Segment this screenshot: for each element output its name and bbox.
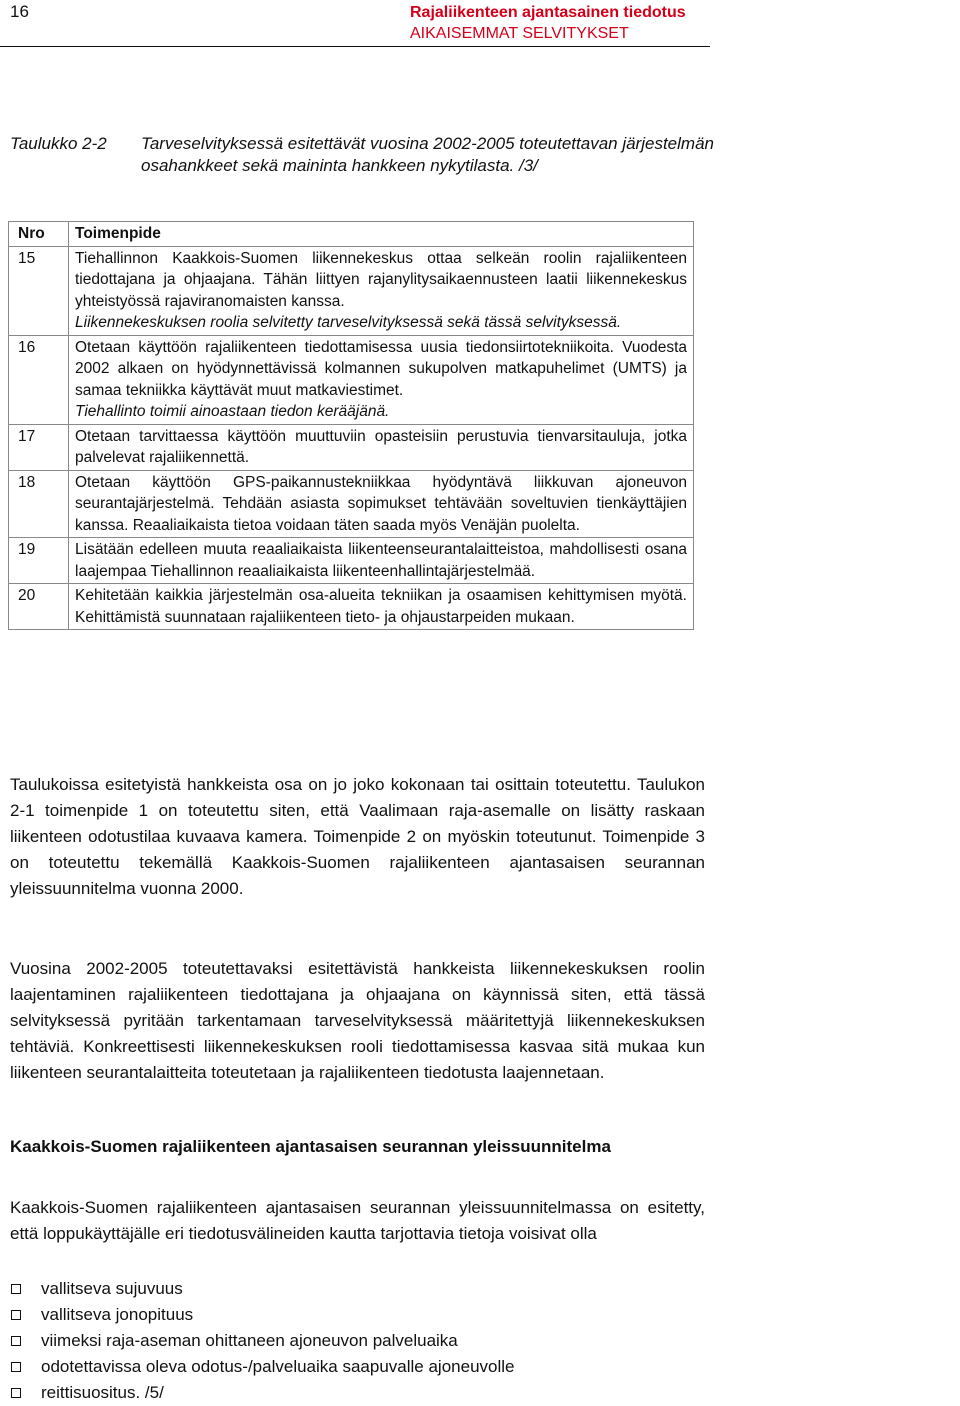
- paragraph-implemented: Taulukoissa esitetyistä hankkeista osa on jo joko kokonaan tai osittain toteutettu. Taulukon 2-1 toimenpide 1 on toteutettu siten, että Vaalimaan raja-asemalle on lisätty raskaan liikenteen odotustilaa kuvaava kamera. Toimenpide 2 on myöskin toteutunut. Toimenpide 3 on toteutettu tekemällä Kaakkois-Suomen rajaliikenteen ajantasaisen seurannan yleissuunnitelma vuonna 2000.: [10, 775, 705, 898]
- row-note: Liikennekeskuksen roolia selvitetty tarveselvityksessä sekä tässä selvityksessä.: [75, 314, 622, 331]
- running-header: [410, 2, 686, 44]
- table-row: [9, 538, 694, 584]
- table-row: [9, 470, 694, 538]
- list-item: [10, 1302, 515, 1328]
- column-header-toimenpide: Toimenpide: [69, 222, 694, 247]
- row-text: Kehitetään kaikkia järjestelmän osa-alueita tekniikan ja osaamisen kehittymisen myötä. Kehittämistä suunnataan rajaliikenteen tieto- ja ohjaustarpeiden mukaan.: [75, 587, 687, 626]
- list-item: [10, 1354, 515, 1380]
- row-text: Otetaan käyttöön GPS-paikannustekniikkaa hyödyntävä liikkuvan ajoneuvon seurantajärjestelmä. Tehdään asiasta sopimukset tehtävään soveltuvien tienkäyttäjien kanssa. Reaaliaikaista tietoa voidaan täten saada myös Venäjän puolelta.: [75, 473, 687, 534]
- list-item-text: vallitseva sujuvuus: [41, 1279, 183, 1298]
- checkbox-square-icon: [11, 1362, 21, 1372]
- row-number: 20: [9, 584, 69, 630]
- column-header-nro: Nro: [9, 222, 69, 247]
- row-text: Tiehallinnon Kaakkois-Suomen liikennekeskus ottaa selkeän roolin rajaliikenteen tiedottajana ja ohjaajana. Tähän liittyen rajanylitysaikaennusteen laatii liikennekeskus yhteistyössä rajaviranomaisten kanssa.: [75, 249, 687, 310]
- row-cell: [69, 538, 694, 584]
- list-item: [10, 1328, 515, 1354]
- row-cell: [69, 246, 694, 335]
- row-cell: [69, 470, 694, 538]
- checkbox-square-icon: [11, 1388, 21, 1398]
- table-row: [9, 584, 694, 630]
- page-header: [0, 0, 960, 48]
- row-cell: [69, 335, 694, 424]
- list-item-text: odotettavissa oleva odotus-/palveluaika saapuvalle ajoneuvolle: [41, 1357, 515, 1376]
- row-number: 16: [9, 335, 69, 424]
- list-item: [10, 1276, 515, 1302]
- row-note: Tiehallinto toimii ainoastaan tiedon kerääjänä.: [75, 403, 390, 420]
- table-row: [9, 424, 694, 470]
- row-number: 17: [9, 424, 69, 470]
- checkbox-square-icon: [11, 1284, 21, 1294]
- info-list: [10, 1276, 515, 1406]
- row-cell: [69, 424, 694, 470]
- table-row: [9, 335, 694, 424]
- table-caption-text: Tarveselvityksessä esitettävät vuosina 2002-2005 toteutettavan järjestelmän osahankkeet sekä maininta hankkeen nykytilasta. /3/: [141, 134, 714, 175]
- row-cell: [69, 584, 694, 630]
- table-caption-label: Taulukko 2-2: [10, 134, 107, 153]
- list-item: [10, 1380, 515, 1406]
- list-item-text: reittisuositus. /5/: [41, 1383, 164, 1402]
- list-item-text: vallitseva jonopituus: [41, 1305, 194, 1324]
- table-header-row: [9, 222, 694, 247]
- running-header-subtitle: AIKAISEMMAT SELVITYKSET: [410, 25, 629, 42]
- checkbox-square-icon: [11, 1310, 21, 1320]
- page-number: 16: [10, 2, 29, 21]
- measures-table: [8, 221, 694, 630]
- table-row: [9, 246, 694, 335]
- list-item-text: viimeksi raja-aseman ohittaneen ajoneuvon palveluaika: [41, 1331, 458, 1350]
- row-number: 15: [9, 246, 69, 335]
- paragraph-plan-intro: Kaakkois-Suomen rajaliikenteen ajantasaisen seurannan yleissuunnitelmassa on esitetty, että loppukäyttäjälle eri tiedotusvälineiden kautta tarjottavia tietoja voisivat olla: [10, 1198, 705, 1243]
- row-text: Otetaan tarvittaessa käyttöön muuttuviin opasteisiin perustuvia tienvarsitauluja, jotka palvelevat rajaliikennettä.: [75, 427, 687, 466]
- section-heading: Kaakkois-Suomen rajaliikenteen ajantasaisen seurannan yleissuunnitelma: [10, 1137, 611, 1156]
- paragraph-planned: Vuosina 2002-2005 toteutettavaksi esitettävistä hankkeista liikennekeskuksen roolin laajentaminen rajaliikenteen tiedottajana ja ohjaajana on käynnissä siten, että tässä selvityksessä pyritään tarkentamaan tarveselvityksessä määritettyjä liikennekeskuksen tehtäviä. Konkreettisesti liikennekeskuksen rooli tiedottamisessa kasvaa sitä mukaa kun liikenteen seurantalaitteita toteutetaan ja rajaliikenteen tiedotusta laajennetaan.: [10, 959, 705, 1082]
- running-header-title: Rajaliikenteen ajantasainen tiedotus: [410, 4, 686, 21]
- checkbox-square-icon: [11, 1336, 21, 1346]
- row-number: 18: [9, 470, 69, 538]
- row-number: 19: [9, 538, 69, 584]
- header-divider: [0, 46, 710, 47]
- row-text: Lisätään edelleen muuta reaaliaikaista liikenteenseurantalaitteistoa, mahdollisesti osana laajempaa Tiehallinnon reaaliaikaista liikenteenhallintajärjestelmää.: [75, 541, 687, 580]
- row-text: Otetaan käyttöön rajaliikenteen tiedottamisessa uusia tiedonsiirtotekniikoita. Vuodesta 2002 alkaen on hyödynnettävissä kolmannen sukupolven matkapuhelimet (UMTS) ja samaa tekniikka käyttävät muut matkaviestimet.: [75, 338, 687, 399]
